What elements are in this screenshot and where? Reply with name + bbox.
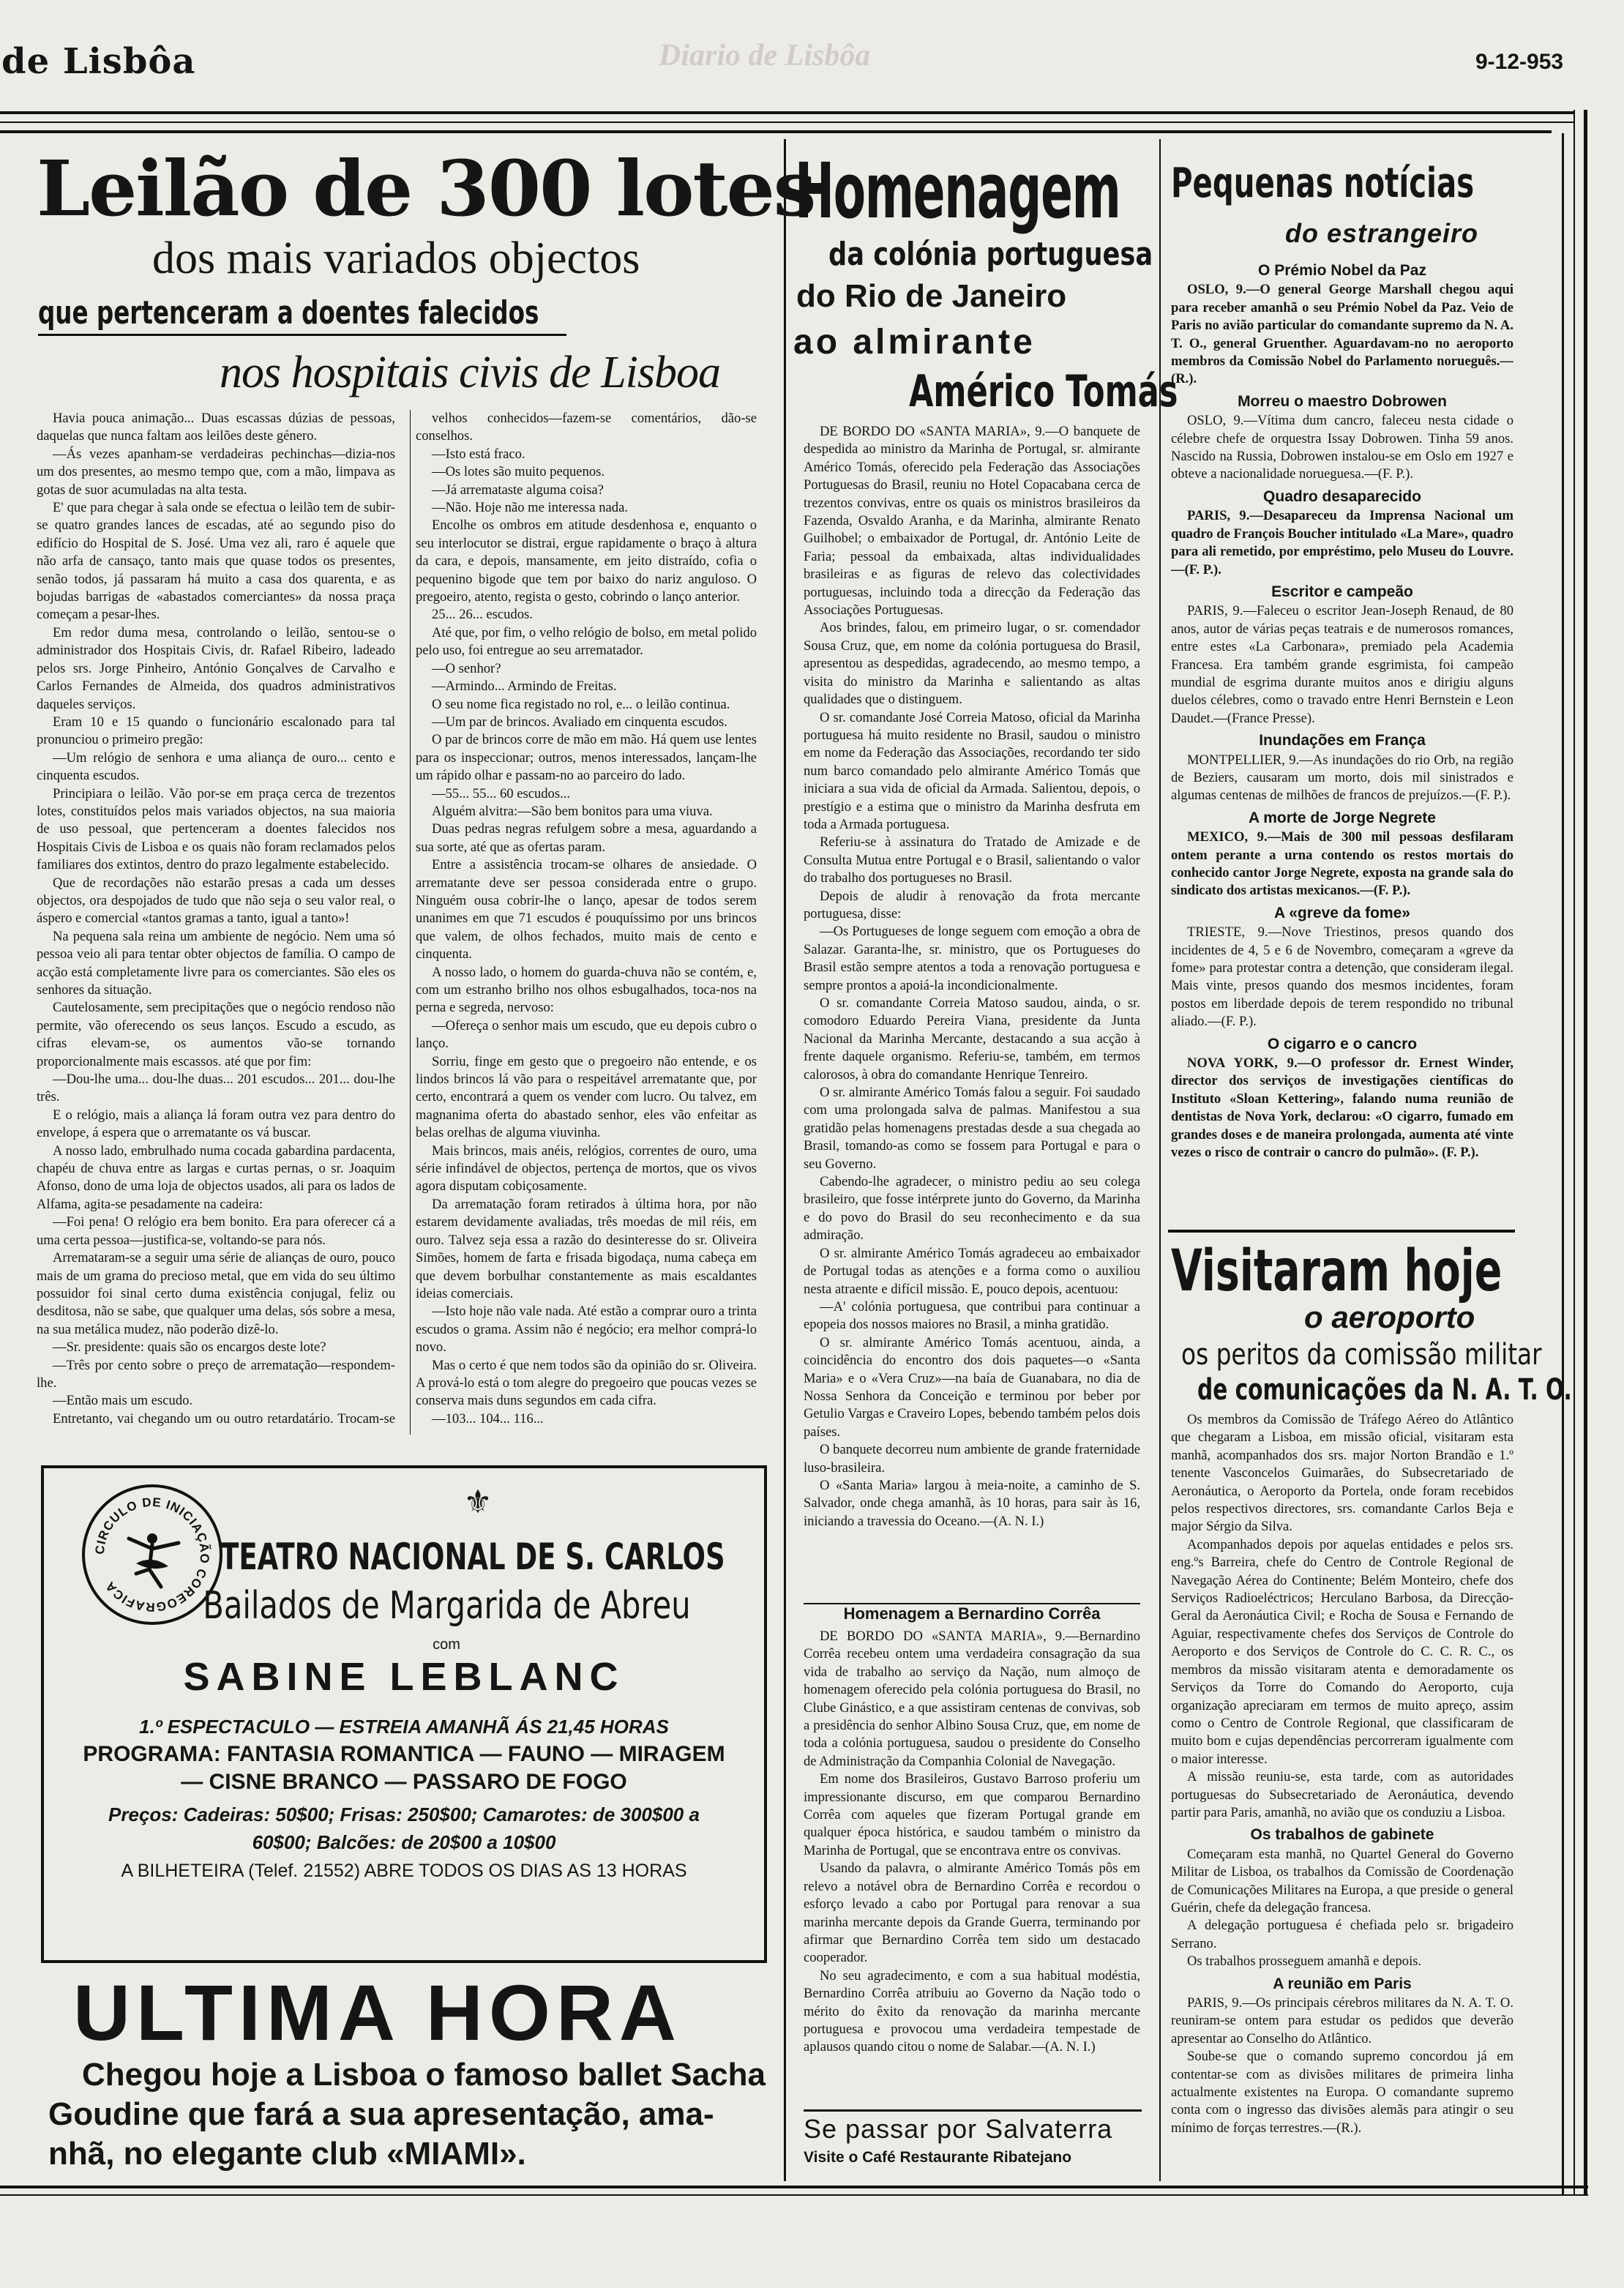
briefs-list	[1171, 262, 1513, 1162]
paragraph: O «Santa Maria» largou à meia-noite, a caminho de S. Salvador, onde chega amanhã, às 10 horas, para sair às 16, iniciando a travessia do Oceano.—(A. N. I.)	[804, 1477, 1140, 1529]
paragraph: Cautelosamente, sem precipitações que o negócio rendoso não permite, vão oferecendo os seus lanços. Escudo a escudo, as cifras elevam-se, os aumentos vão-se tornando proporcionalmente mais escassos. até que por fim:	[37, 1000, 395, 1069]
auction-column-1	[37, 410, 395, 1427]
paragraph: PARIS, 9.—Os principais cérebros militares da N. A. T. O. reuniram-se ontem para estudar os pedidos que deverão apresentar ao Conselho do Atlântico.	[1171, 1995, 1513, 2046]
paragraph: Soube-se que o comando supremo concordou já em contentar-se com as divisões militares de primeira linha actualmente existentes na Europa. O comandante supremo conta com o ingresso das divisões alemãs para atingir o seu mínimo de forças terrestres.—(R.).	[1171, 2049, 1513, 2136]
paragraph: Aos brindes, falou, em primeiro lugar, o sr. comendador Sousa Cruz, que, em nome da colónia portuguesa do Brasil, apresentou as despedidas, agradecendo, ao mesmo tempo, a visita do ministro da Marinha e salientando as altas qualidades que o distinguem.	[804, 620, 1140, 708]
bottom-rule-2	[0, 2194, 1588, 2196]
homenagem-body-2-text	[804, 1628, 1140, 2057]
paragraph: —Os lotes são muito pequenos.	[432, 464, 605, 480]
paragraph: —Um relógio de senhora e uma aliança de ouro... cento e cinquenta escudos.	[37, 749, 395, 784]
right-frame-thin	[1574, 110, 1575, 2196]
paragraph: 25... 26... escudos.	[432, 607, 533, 623]
visitaram-body	[1171, 1411, 1513, 2172]
paragraph: —Um par de brincos. Avaliado em cinquenta escudos.	[432, 714, 727, 730]
salvaterra-line-1: Se passar por Salvaterra	[804, 2114, 1113, 2144]
paragraph: —Ás vezes apanham-se verdadeiras pechinchas—dizia-nos um dos presentes, ao mesmo tempo que, com a mão, limpava as gotas de suor acumuladas na alta testa.	[37, 446, 395, 498]
paragraph: Mas o certo é que nem todos são da opinião do sr. Oliveira. A prová-lo está o tom alegre do pregoeiro que poucas vezes se conserva mais duns segundos em cada cifra.	[416, 1357, 757, 1409]
visitaram-line-3-text: os peritos da comissão militar	[1181, 1338, 1542, 1372]
paragraph: O sr. comandante Correia Matoso saudou, ainda, o sr. comodoro Eduardo Pereira Viana, presidente da Junta Nacional da Marinha Mercante, destacando a sua acção à frente daquele organismo. Referiu-se, também, em termos calorosos, à obra do comandante Henrique Tenreiro.	[804, 995, 1140, 1083]
paragraph: Havia pouca animação... Duas escassas dúzias de pessoas, daquelas que nunca faltam aos leilões deste género.	[37, 411, 395, 444]
paragraph: O par de brincos corre de mão em mão. Há quem use lentes para os inspeccionar; outros, menos interessados, lançam-lhe um rápido olhar e passam-no ao parceiro do lado.	[416, 732, 757, 784]
section-subhead: Morreu o maestro Dobrowen	[1238, 392, 1447, 410]
salvaterra-line-2: Visite o Café Restaurante Ribatejano	[804, 2149, 1072, 2166]
paragraph: O sr. comandante José Correia Matoso, oficial da Marinha portuguesa há muito residente no Brasil, saudou o ministro em nome da Federação das Associações, recordando ter sido num barco comandado pelo almirante Américo Tomás que iniciara a sua vida de oficial da Armada. Salientou, depois, o prestígio e a estima que o ministro da Marinha desfruta em toda a Armada portuguesa.	[804, 709, 1140, 832]
brief-text: PARIS, 9.—Desapareceu da Imprensa Nacional um quadro de François Boucher intitulado «La Mare», quadro para ali remetido, por empréstimo, pelo Museu do Louvre.—(F. P.).	[1171, 508, 1513, 577]
auction-subtitle-2-text: que pertenceram a doentes falecidos	[38, 294, 539, 332]
paragraph: —Sr. presidente: quais são os encargos deste lote?	[53, 1339, 326, 1356]
auction-title: Leilão de 300 lotes	[37, 143, 815, 233]
section-subhead: A «greve da fome»	[1274, 904, 1410, 921]
top-rule-3	[0, 130, 1552, 133]
masthead-name: de Lisbôa	[1, 41, 196, 82]
paragraph: Entre a assistência trocam-se olhares de ansiedade. O arrematante deve ser pessoa considerada entre o grupo. Ninguém ousa cobrir-lhe o lanço, apesar de todos serem unanimes em que 71 escudos é pouquíssimo por uns brincos que valem, de olhos fechados, muito mais de cento e cinquenta.	[416, 857, 757, 962]
visitaram-title-text: Visitaram hoje	[1171, 1238, 1503, 1304]
homenagem-line-4: ao almirante	[793, 323, 1036, 362]
paragraph: DE BORDO DO «SANTA MARIA», 9.—Bernardino Corrêa recebeu ontem uma verdadeira consagração da sua vida de trabalho ao serviço da Nação, num almoço de homenagem oferecido pela colónia portuguesa do Brasil, no Clube Ginástico, e a que assistiram centenas de convivas, sob a presidência do senhor Albino Sousa Cruz, que, em nome de toda a colónia portuguesa, saudou o presidente do Conselho de Administração da Companhia Colonial de Navegação.	[804, 1629, 1140, 1769]
right-frame-outer	[1584, 110, 1587, 2196]
paragraph: Encolhe os ombros em atitude desdenhosa e, enquanto o seu interlocutor se distrai, ergue rapidamente o braço à altura da cara, e depois, mansamente, em jeito distraído, cofia o pequenino bigode que tem por baixo do nariz anguloso. O pregoeiro, atento, regista o gesto, cobrindo o lanço anterior.	[416, 517, 757, 605]
ultima-hora-text-2: Goudine que fará a sua apresentação, ama-	[48, 2096, 714, 2132]
auction-column-2-text	[416, 410, 757, 1427]
paragraph: A missão reuniu-se, esta tarde, com as autoridades portuguesas do Subsecretariado de Aeronáutica, devendo partir para Paris, amanhã, no avião que os conduziu a Lisboa.	[1171, 1769, 1513, 1820]
auction-column-1-text	[37, 410, 395, 1427]
brief-text: NOVA YORK, 9.—O professor dr. Ernest Winder, director dos serviços de investigações científicas do Instituto «Sloan Kettering», falando numa reunião de dentistas de Nova York, declarou: «O cigarro, fumado em grandes doses e de maneira prolongada, aumenta até vinte vezes o risco de contrair o cancro do pulmão». (F. P.).	[1171, 1055, 1513, 1161]
section-subhead: O cigarro e o cancro	[1267, 1035, 1418, 1053]
paragraph: —Foi pena! O relógio era bem bonito. Era para oferecer cá a uma certa pessoa—justifica-se, voltando-se para nós.	[37, 1214, 395, 1248]
paragraph: Acompanhados depois por aquelas entidades e pelos srs. eng.ºs Barreira, chefe do Centro de Controle Regional de Navegação Aérea do Continente; Belém Monteiro, chefe dos Serviços Radioeléctricos; Herculano Barbosa, da Direcção-Geral da Aeronáutica Civil; e Rocha de Sousa e Fernando de Aguiar, respectivamente chefes dos Serviços de Controle do Aeroporto e dos Serviços de Controle do C. C. R. C., os membros da missão visitaram atenta e demoradamente os Serviços da Torre do Comando do Aeroporto, cuja organização apreciaram em termos de muito apreço, assim como o Centro de Controle Regional, que classificaram de muito bom e cujas dependências percorreram igualmente com o maior interesse.	[1171, 1536, 1513, 1767]
paragraph: velhos conhecidos—fazem-se comentários, dão-se conselhos.	[416, 411, 757, 444]
paragraph: E o relógio, mais a aliança lá foram outra vez para dentro do envelope, á espera que o arrematante os vá buscar.	[37, 1107, 395, 1141]
theatre-boxoffice: A BILHETEIRA (Telef. 21552) ABRE TODOS OS DIAS AS 13 HORAS	[121, 1861, 687, 1881]
paragraph: —Isto hoje não vale nada. Até estão a comprar ouro a trinta escudos o grama. Assim não é negócio; era melhor comprá-lo novo.	[416, 1304, 757, 1356]
masthead-ghost: Diario de Lisbôa	[659, 39, 871, 72]
theatre-crest-icon: ⚜	[463, 1484, 493, 1520]
bottom-rule	[0, 2186, 1588, 2188]
brief-text: TRIESTE, 9.—Nove Triestinos, presos quando dos incidentes de 4, 5 e 6 de Novembro, começaram a «greve da fome» para protestar contra a detenção, que consideram ilegal. Mais vinte, presos quando dos mesmos incidentes, foram postos em liberdade depois de terem respondido no tribunal aliado.—(F. P.).	[1171, 924, 1513, 1030]
paragraph: Em nome dos Brasileiros, Gustavo Barroso proferiu um impressionante discurso, em que comparou Bernardino Corrêa com aqueles que fizeram Portugal grande em qualquer época histórica, e saudou também o ministro da Marinha de Portugal, que se encontrava entre os convivas.	[804, 1771, 1140, 1858]
paragraph: —Armindo... Armindo de Freitas.	[432, 678, 617, 695]
visitaram-line-2: o aeroporto	[1304, 1300, 1475, 1334]
section-subhead: Os trabalhos de gabinete	[1250, 1826, 1434, 1844]
theatre-program-1: PROGRAMA: FANTASIA ROMANTICA — FAUNO — MIRAGEM	[83, 1742, 725, 1766]
paragraph: Começaram esta manhã, no Quartel General do Governo Militar de Lisboa, os trabalhos da Comissão de Coordenação de Comunicações Militares na Europa, a que preside o general Guérin, chefe da delegação francesa.	[1171, 1846, 1513, 1915]
ultima-hora-text-1: Chegou hoje a Lisboa o famoso ballet Sacha	[82, 2057, 766, 2093]
section-subhead: Escritor e campeão	[1271, 583, 1413, 600]
paragraph: Os trabalhos prosseguem amanhã e depois.	[1187, 1954, 1422, 1970]
paragraph: Eram 10 e 15 quando o funcionário escalonado para tal pronunciou o primeiro pregão:	[37, 714, 395, 748]
brief-text: MONTPELLIER, 9.—As inundações do rio Orb, na região de Beziers, causaram um morto, dois mil sinistrados e algumas centenas de milhões de francos de prejuízos.—(F. P.).	[1171, 752, 1513, 804]
auction-subtitle-2	[38, 294, 715, 338]
paragraph: Da arrematação foram retirados à última hora, por não estarem devidamente avaliadas, três moedas de mil réis, em ouro. Talvez seja essa a razão do desinteresse do sr. Oliveira Simões, homem de farta e frisada bigodaça, numa cabeça em que devem borbulhar constantemente as mais escaldantes ideias comerciais.	[416, 1196, 757, 1301]
section-subhead: A morte de Jorge Negrete	[1249, 809, 1436, 826]
paragraph: Principiara o leilão. Vão por-se em praça cerca de trezentos lotes, constituídos pelos mais variados objectos, na sua maioria de uso pessoal, que pertenceram a doentes falecidos nos Hospitais Civis de Lisboa e os quais não foram reclamados pelos familiares dos extintos, dentro do prazo legalmente estabelecido.	[37, 785, 395, 873]
paragraph: —O senhor?	[432, 660, 501, 676]
paragraph: O sr. almirante Américo Tomás falou a seguir. Foi saudado com uma prolongada salva de palmas. Manifestou a sua gratidão pelas homenagens prestadas desde a sua chegada ao Brasil, tomando-as como se fossem para Portugal e para o seu Governo.	[804, 1085, 1140, 1172]
paragraph: —Três por cento sobre o preço de arrematação—respondem-lhe.	[37, 1357, 395, 1391]
paragraph: Duas pedras negras refulgem sobre a mesa, aguardando a sua sorte, até que as ofertas param.	[416, 821, 757, 855]
paragraph: Referiu-se à assinatura do Tratado de Amizade e de Consulta Mutua entre Portugal e o Brasil, salientando o valor do trabalho dos portugueses no Brasil.	[804, 834, 1140, 886]
paragraph: A nosso lado, o homem do guarda-chuva não se contém, e, com um estranho brilho nos olhos esbugalhados, toca-nos na perna e segreda, nervoso:	[416, 964, 757, 1016]
paragraph: E' que para chegar à sala onde se efectua o leilão tem de subir-se quatro grandes lances de escadas, até ao segundo piso do edifício do Hospital de S. José. Uma vez ali, raro é aquele que não arfa de cansaço, tanto mais que quase todos os presentes, senão todos, já passaram há muito a casa dos quarenta, e as bojudas barrigas de «abastados comerciantes» da nossa praça começam a pesar-lhes.	[37, 500, 395, 623]
paragraph: Cabendo-lhe agradecer, o ministro pediu ao seu colega brasileiro, que fosse intérprete junto do Governo, da Marinha e do povo do Brasil do seu reconhecimento e da sua admiração.	[804, 1174, 1140, 1244]
homenagem-line-2-text: da colónia portuguesa	[828, 236, 1153, 273]
theatre-show-text: Bailados de Margarida de Abreu	[202, 1584, 691, 1628]
top-rule	[0, 111, 1574, 114]
ultima-hora-text-3: nhã, no elegante club «MIAMI».	[48, 2136, 526, 2172]
paragraph: Mais brincos, mais anéis, relógios, correntes de ouro, uma série infindável de objectos, pertença de mortos, que os vivos agora disputam cobiçosamente.	[416, 1143, 757, 1195]
paragraph: —A' colónia portuguesa, que contribui para continuar a epopeia dos nossos maiores no Brasil, a minha gratidão.	[804, 1298, 1140, 1333]
paragraph: DE BORDO DO «SANTA MARIA», 9.—O banquete de despedida ao ministro da Marinha de Portugal, sr. almirante Américo Tomás, oferecido pela Federação das Associações Portuguesas do Brasil, reuniu no Hotel Copacabana cerca de trezentos convivas, entre os quais os ministros brasileiros da Fazenda, Osvaldo Aranha, e da Marinha, almirante Renato Guilhobel; o embaixador de Portugal, dr. António Leite de Faria; pessoal da embaixada, altas individualidades brasileiras e as figuras de relevo das colectividades portuguesas, incluindo toda a direcção da Federação das Associações Portuguesas.	[804, 424, 1140, 618]
homenagem-body-2	[804, 1628, 1140, 2106]
section-subhead: Inundações em França	[1259, 732, 1426, 749]
top-rule-2	[0, 121, 1574, 123]
column-separator	[784, 139, 786, 2181]
homenagem-body-text	[804, 423, 1140, 1530]
paragraph: Usando da palavra, o almirante Américo Tomás pôs em relevo a notável obra de Bernardino Corrêa e recordou o esforço levado a cabo por Portugal para renovar a sua marinha mercante depois da Grande Guerra, terminando por afirmar que Bernardino Corrêa tem sido um destacado cooperador.	[804, 1861, 1140, 1966]
paragraph: Em redor duma mesa, controlando o leilão, sentou-se o administrador dos Hospitais Civis, dr. Rafael Ribeiro, ladeado pelos srs. Jorge Pinheiro, António Gonçalves de Carvalho e Carlos Fernandes de Almeida, dos quadros administrativos daqueles serviços.	[37, 624, 395, 712]
homenagem-body	[804, 423, 1140, 1604]
auction-subtitle-3: nos hospitais civis de Lisboa	[220, 348, 721, 397]
auction-column-2	[416, 410, 757, 1427]
paragraph: Que de recordações não estarão presas a cada um desses objectos, ora despojados de tudo que não seja o seu valor real, o áspero e comercial «tantos gramas a tanto, igual a tanto»!	[37, 875, 395, 927]
paragraph: —55... 55... 60 escudos...	[432, 785, 571, 801]
right-frame-inner	[1562, 133, 1564, 2196]
paragraph: —Não. Hoje não me interessa nada.	[432, 500, 628, 516]
paragraph: Até que, por fim, o velho relógio de bolso, em metal polido pelo uso, foi entregue ao seu arrematador.	[416, 624, 757, 659]
theatre-show	[132, 1584, 761, 1628]
paragraph: O sr. almirante Américo Tomás agradeceu ao embaixador de Portugal todas as atenções e a forma como o auxiliou nesta atraente e difícil missão. E, pouco depois, acentuou:	[804, 1245, 1140, 1297]
homenagem-line-5-text: Américo Tomás	[909, 366, 1178, 417]
section-subhead: Quadro desaparecido	[1263, 487, 1421, 505]
paragraph: Depois de aludir à renovação da frota mercante portuguesa, disse:	[804, 888, 1140, 921]
paragraph: —Já arremataste alguma coisa?	[432, 482, 604, 498]
paragraph: A delegação portuguesa é chefiada pelo sr. brigadeiro Serrano.	[1171, 1918, 1513, 1951]
brief-text: OSLO, 9.—Vítima dum cancro, faleceu nesta cidade o célebre chefe de orquestra Issay Dobrowen. Tinha 59 anos. Nascido na Russia, Dobrowen instalou-se em Oslo em 1927 e obteve a nacionalidade norueguesa.—(F. P.).	[1171, 413, 1513, 482]
theatre-star: SABINE LEBLANC	[183, 1655, 625, 1699]
brief-text: OSLO, 9.—O general George Marshall chegou aqui para receber amanhã o seu Prémio Nobel da Paz. Veio de Paris no avião particular do comandante supremo da N. A. T. O., general Gruenther. Aguardavam-no no aeroporto membros da Comissão Nobel do Parlamento norueguês.—(R.).	[1171, 282, 1513, 387]
brief-text: MEXICO, 9.—Mais de 300 mil pessoas desfilaram ontem perante a urna contendo os restos mortais do conhecido cantor Jorge Negrete, exposta na grande sala do sindicato dos artistas mexicanos.—(F. P.).	[1171, 829, 1513, 899]
briefs-subtitle: do estrangeiro	[1285, 218, 1479, 248]
paragraph: Entretanto, vai chegando um ou outro retardatário. Trocam-se	[53, 1410, 395, 1427]
column-separator	[1159, 139, 1161, 2181]
homenagem-line-3: do Rio de Janeiro	[796, 278, 1067, 314]
paragraph: No seu agradecimento, e com a sua habitual modéstia, Bernardino Corrêa atribuiu ao Governo da Nação todo o mérito do êxito da renovação da marinha mercante portuguesa e provocou uma verdadeira tempestade de aplausos quando citou o nome de Salabar.—(A. N. I.)	[804, 1967, 1140, 2055]
salvaterra-rule	[804, 2109, 1142, 2112]
briefs-separator	[1168, 1230, 1515, 1233]
theatre-prices-2: 60$00; Balcões: de 20$00 a 10$00	[252, 1831, 556, 1853]
paragraph: —Ofereça o senhor mais um escudo, que eu depois cubro o lanço.	[416, 1017, 757, 1052]
paragraph: —Isto está fraco.	[432, 446, 525, 462]
paragraph: Arremataram-se a seguir uma série de alianças de ouro, pouco mais de um grama do precioso metal, que em vida do seu último possuidor foi sinal certo duma existência conjugal, feliz ou desditosa, não se sabe, que qualquer uma delas, sós sobre a mesa, na sua metálica mudez, não poderão dizê-lo.	[37, 1250, 395, 1337]
paragraph: A nosso lado, embrulhado numa cocada gabardina pardacenta, chapéu de chuva entre as largas e curtas pernas, o sr. Joaquim Afonso, dono de uma loja de objectos usados, ali para os lados de Alfama, agita-se pesadamente na cadeira:	[37, 1143, 395, 1212]
theatre-premiere: 1.º ESPECTACULO — ESTREIA AMANHÃ ÁS 21,45 HORAS	[139, 1716, 669, 1738]
column-separator	[410, 410, 411, 1435]
theatre-venue-text: TEATRO NACIONAL DE S. CARLOS	[220, 1536, 725, 1578]
theatre-with: com	[433, 1637, 460, 1653]
visitaram-body-text	[1171, 1411, 1513, 2137]
paragraph: —103... 104... 116...	[432, 1410, 544, 1427]
visitaram-line-3	[1181, 1338, 1621, 1372]
paragraph: Os membros da Comissão de Tráfego Aéreo do Atlântico que chegaram a Lisboa, em missão oficial, visitaram esta manhã, acompanhados dos srs. major Norton Brandão e 1.º tenente Vasconcelos Guimarães, do Subsecretariado de Aeronáutica, o Aeroporto da Portela, onde foram recebidos pelos respectivos directores, srs. comandante Carlos Beja e major Sérgio da Silva.	[1171, 1412, 1513, 1535]
paragraph: O banquete decorreu num ambiente de grande fraternidade luso-brasileira.	[804, 1442, 1140, 1476]
section-subhead: O Prémio Nobel da Paz	[1258, 262, 1426, 279]
auction-subtitle-underline	[38, 334, 566, 336]
visitaram-title	[1171, 1238, 1624, 1304]
paragraph: Na pequena sala reina um ambiente de negócio. Nem uma só pessoa veio ali para tentar obter objectos de família. O campo de acção está completamente livre para os comerciantes. São eles os senhores da situação.	[37, 928, 395, 998]
paragraph: O sr. almirante Américo Tomás acentuou, ainda, a coincidência do encontro dos dois paquetes—o «Santa Maria» e o «Vera Cruz»—na baía de Guanabara, no dia de Nossa Senhora da Conceição e terminou por beber por Getulio Vargas e Craveiro Lopes, bebendo também pelos dois países.	[804, 1334, 1140, 1440]
auction-subtitle-1: dos mais variados objectos	[152, 233, 640, 283]
paragraph: —Dou-lhe uma... dou-lhe duas... 201 escudos... 201... dou-lhe três.	[37, 1072, 395, 1105]
paragraph: Alguém alvitra:—São bem bonitos para uma viuva.	[432, 803, 713, 819]
masthead-date: 9-12-953	[1475, 50, 1564, 74]
briefs-body	[1171, 258, 1513, 1224]
homenagem-title-text: Homenagem	[795, 146, 1120, 236]
section-subhead: A reunião em Paris	[1273, 1975, 1412, 1992]
briefs-title-text: Pequenas notícias	[1171, 160, 1475, 207]
paragraph: —Então mais um escudo.	[53, 1393, 193, 1409]
briefs-title	[1171, 160, 1592, 207]
svg-text:CIRCULO DE INICIAÇÃO COREOGRAF: CIRCULO DE INICIAÇÃO COREOGRAFICA	[92, 1495, 212, 1615]
theatre-ad	[41, 1465, 767, 1963]
theatre-venue	[132, 1536, 761, 1578]
brief-text: PARIS, 9.—Faleceu o escritor Jean-Joseph Renaud, de 80 anos, autor de várias peças teatrais e de numerosos romances, entre estes «La Carbonara», premiado pela Academia Francesa. Era também grande esgrimista, foi campeão mundial de esgrima durante muitos anos e dirigiu alguns duelos célebres, como o travado entre Henri Bernstein e Leon Daudet.—(France Presse).	[1171, 603, 1513, 726]
theatre-prices-1: Preços: Cadeiras: 50$00; Frisas: 250$00; Camarotes: de 300$00 a	[108, 1803, 700, 1825]
visitaram-line-4-text: de comunicações da N. A. T. O.	[1197, 1373, 1572, 1407]
paragraph: Sorriu, finge em gesto que o pregoeiro não entende, e os lindos brincos lá vão para o respeitável arrematante que, por certo, encontrará a quem os vender com lucro. Ou talvez, em magnanima oferta do abastado senhor, eles vão enfeitar as belas orelhas de alguma viuvinha.	[416, 1053, 757, 1141]
visitaram-line-4	[1197, 1373, 1624, 1407]
theatre-program-2: — CISNE BRANCO — PASSARO DE FOGO	[181, 1770, 627, 1794]
paragraph: —Os Portugueses de longe seguem com emoção a obra de Salazar. Garanta-lhe, sr. ministro, que os Portugueses do Brasil estão sempre atentos a toda a renovação portuguesa e sempre prontos a apoiá-la incondicionalmente.	[804, 924, 1140, 993]
homenagem-subhead-2: Homenagem a Bernardino Corrêa	[843, 1604, 1101, 1623]
ultima-hora-title: ULTIMA HORA	[73, 1968, 682, 2057]
paragraph: O seu nome fica registado no rol, e... o leilão continua.	[432, 696, 730, 712]
